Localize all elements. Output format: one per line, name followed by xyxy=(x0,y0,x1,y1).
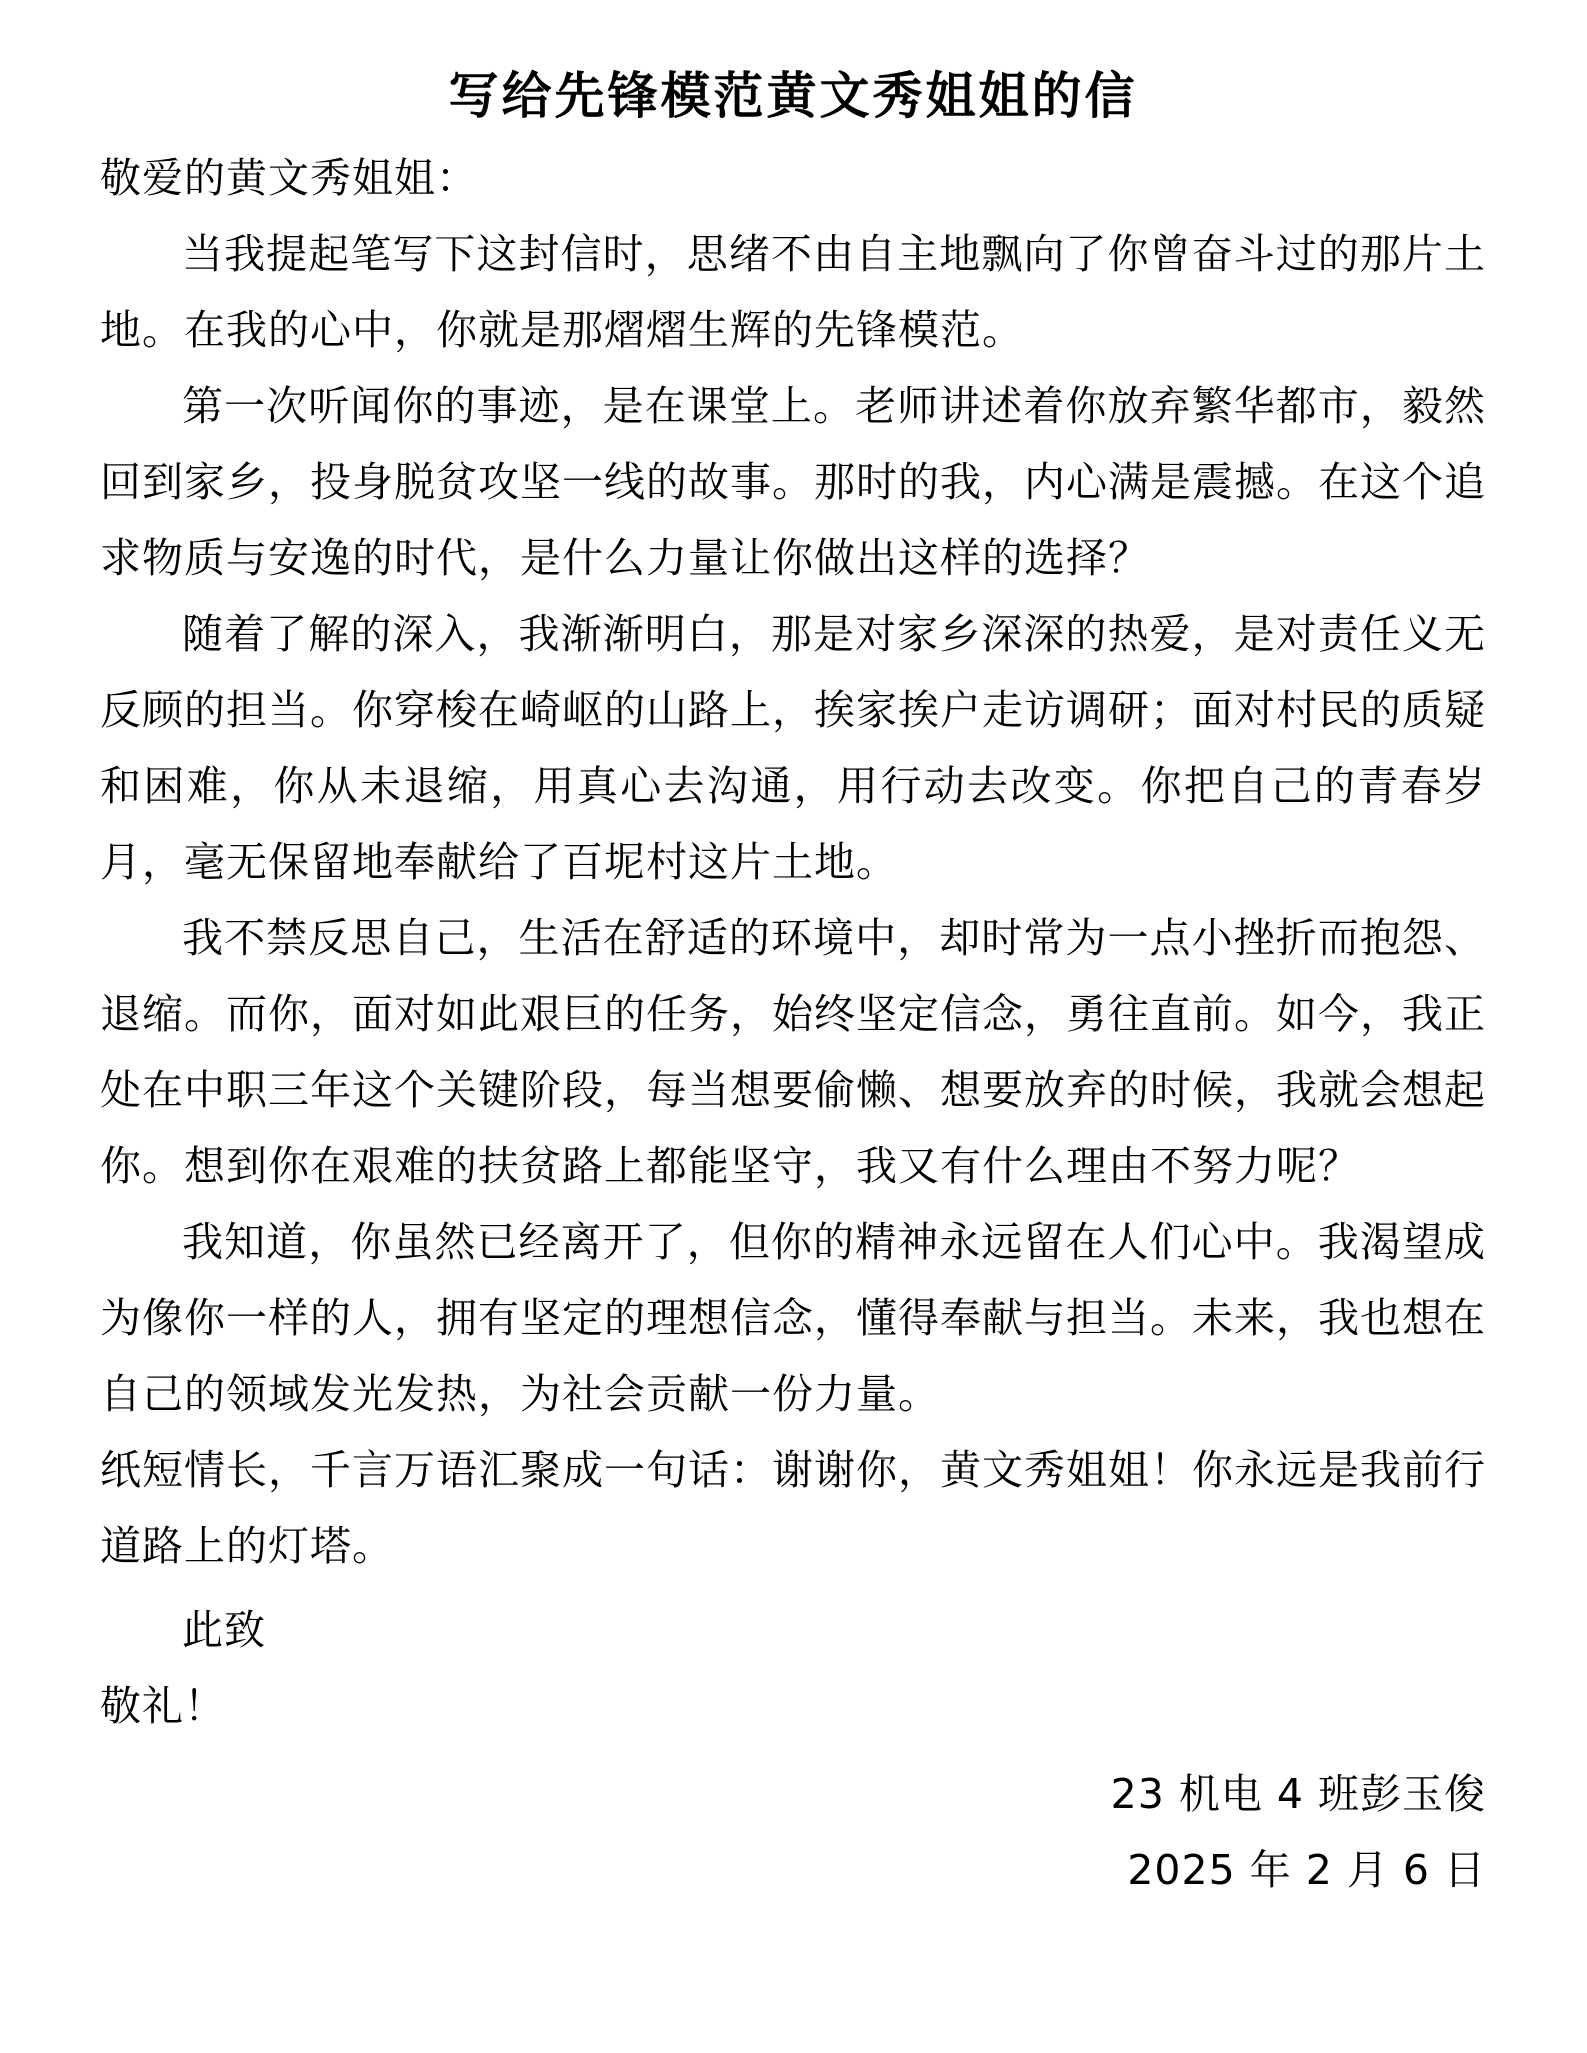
letter-paragraph: 第一次听闻你的事迹，是在课堂上。老师讲述着你放弃繁华都市，毅然回到家乡，投身脱贫攻坚一线的故事。那时的我，内心满是震撼。在这个追求物质与安逸的时代，是什么力量让你做出这样的选择？ xyxy=(100,382,1486,582)
letter-salutation: 敬爱的黄文秀姐姐： xyxy=(100,154,478,202)
letter-paragraph: 随着了解的深入，我渐渐明白，那是对家乡深深的热爱，是对责任义无反顾的担当。你穿梭在崎岖的山路上，挨家挨户走访调研；面对村民的质疑和困难，你从未退缩，用真心去沟通，用行动去改变。你把自己的青春岁月，毫无保留地奉献给了百坭村这片土地。 xyxy=(100,610,1486,886)
author-name: 23 机电 4 班彭玉俊 xyxy=(1110,1770,1486,1818)
signature-block xyxy=(100,1756,1486,1908)
letter-paragraph: 我知道，你虽然已经离开了，但你的精神永远留在人们心中。我渴望成为像你一样的人，拥有坚定的理想信念，懂得奉献与担当。未来，我也想在自己的领域发光发热，为社会贡献一份力量。 xyxy=(100,1218,1486,1418)
letter-page xyxy=(100,58,1486,1908)
letter-paragraph: 我不禁反思自己，生活在舒适的环境中，却时常为一点小挫折而抱怨、退缩。而你，面对如此艰巨的任务，始终坚定信念，勇往直前。如今，我正处在中职三年这个关键阶段，每当想要偷懒、想要放弃的时候，我就会想起你。想到你在艰难的扶贫路上都能坚守，我又有什么理由不努力呢？ xyxy=(100,914,1486,1190)
letter-title: 写给先锋模范黄文秀姐姐的信 xyxy=(448,66,1138,125)
closing-salute: 敬礼！ xyxy=(100,1682,226,1730)
letter-date: 2025 年 2 月 6 日 xyxy=(1127,1846,1486,1894)
closing-phrase: 此致 xyxy=(182,1606,266,1654)
letter-closing-paragraph: 纸短情长，千言万语汇聚成一句话：谢谢你，黄文秀姐姐！你永远是我前行道路上的灯塔。 xyxy=(100,1446,1486,1570)
letter-paragraph: 当我提起笔写下这封信时，思绪不由自主地飘向了你曾奋斗过的那片土地。在我的心中，你就是那熠熠生辉的先锋模范。 xyxy=(100,230,1486,354)
